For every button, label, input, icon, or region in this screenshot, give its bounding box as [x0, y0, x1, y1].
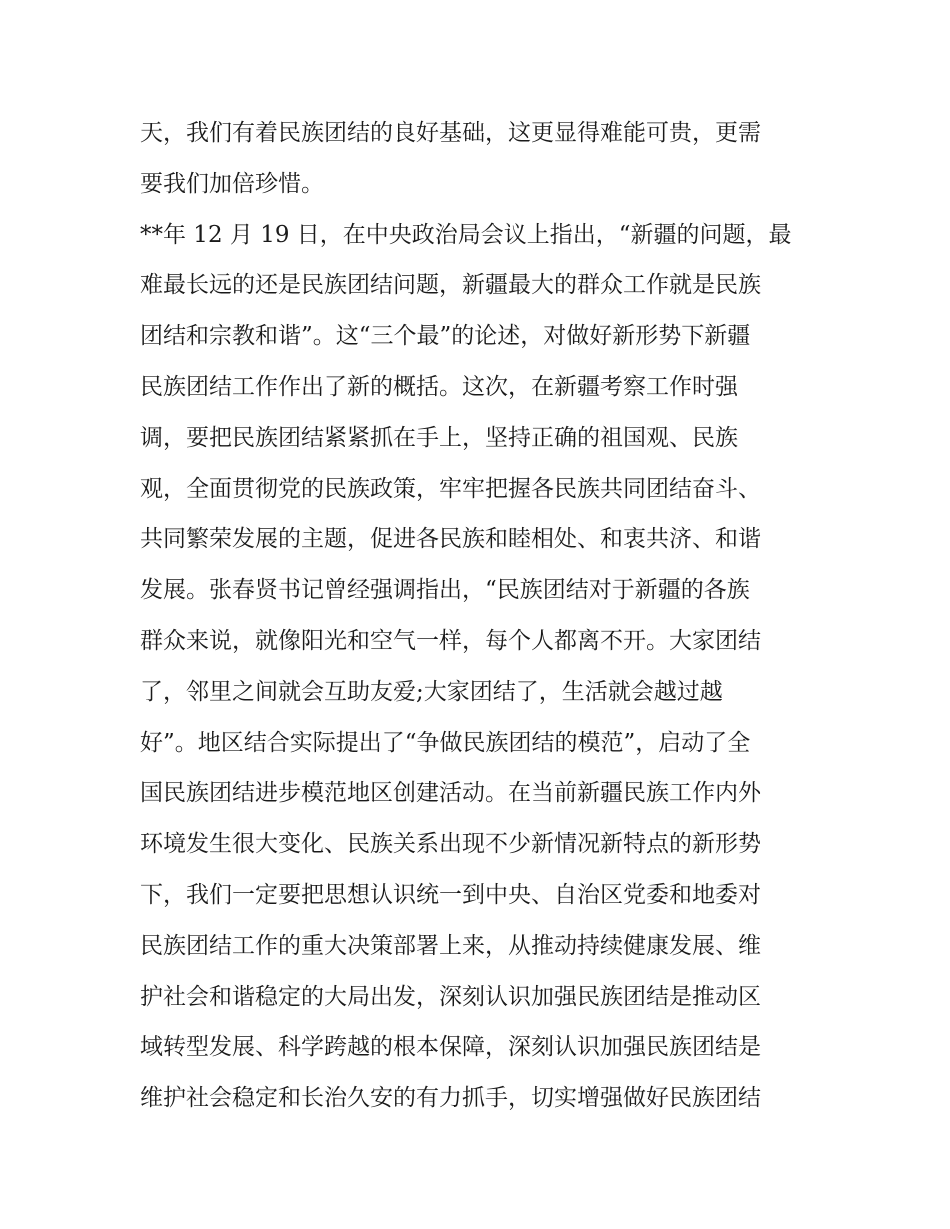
text-line: 下，我们一定要把思想认识统一到中央、自治区党委和地委对	[140, 881, 761, 908]
body-text	[140, 108, 830, 1124]
text-line: 好”。地区结合实际提出了“争做民族团结的模范”，启动了全	[140, 729, 751, 756]
text-line: 难最长远的还是民族团结问题，新疆最大的群众工作就是民族	[140, 272, 761, 299]
text-line: 环境发生很大变化、民族关系出现不少新情况新特点的新形势	[140, 831, 761, 858]
text-line: **年 12 月 19 日，在中央政治局会议上指出，“新疆的问题，最	[140, 221, 792, 248]
text-line: 民族团结工作的重大决策部署上来，从推动持续健康发展、维	[140, 932, 761, 959]
text-line: 了，邻里之间就会互助友爱;大家团结了，生活就会越过越	[140, 678, 723, 705]
text-line: 团结和宗教和谐”。这“三个最”的论述，对做好新形势下新疆	[140, 323, 751, 350]
text-line: 天，我们有着民族团结的良好基础，这更显得难能可贵，更需	[140, 120, 761, 146]
text-line: 群众来说，就像阳光和空气一样，每个人都离不开。大家团结	[140, 627, 761, 654]
text-line: 国民族团结进步模范地区创建活动。在当前新疆民族工作内外	[140, 780, 761, 807]
text-line: 观，全面贯彻党的民族政策，牢牢把握各民族共同团结奋斗、	[140, 475, 761, 502]
text-line: 维护社会稳定和长治久安的有力抓手，切实增强做好民族团结	[140, 1085, 761, 1112]
text-line: 调，要把民族团结紧紧抓在手上，坚持正确的祖国观、民族	[140, 424, 738, 451]
text-line: 发展。张春贤书记曾经强调指出，“民族团结对于新疆的各族	[140, 577, 750, 604]
text-line: 共同繁荣发展的主题，促进各民族和睦相处、和衷共济、和谐	[140, 526, 761, 553]
text-line: 护社会和谐稳定的大局出发，深刻认识加强民族团结是推动区	[140, 983, 761, 1010]
text-line: 要我们加倍珍惜。	[140, 170, 324, 197]
text-line: 域转型发展、科学跨越的根本保障，深刻认识加强民族团结是	[140, 1034, 761, 1061]
text-line: 民族团结工作作出了新的概括。这次，在新疆考察工作时强	[140, 373, 738, 400]
